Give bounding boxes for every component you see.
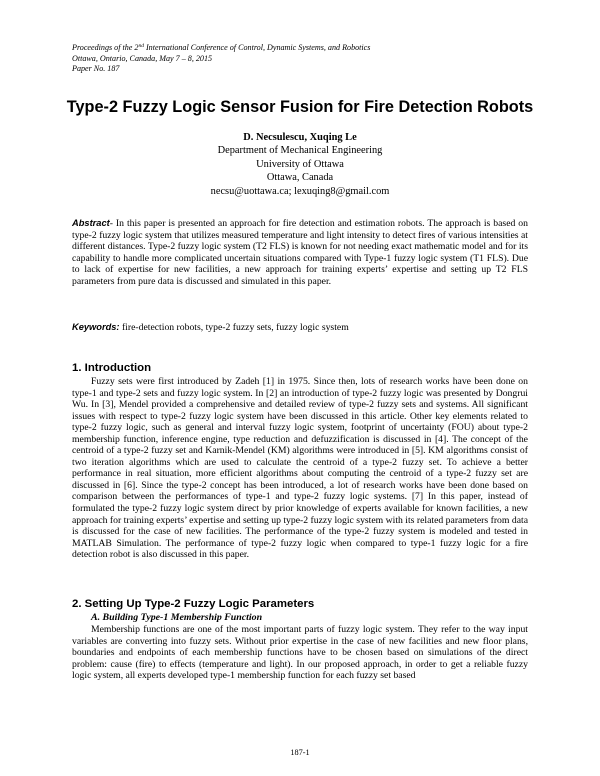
- header-paper-number: Paper No. 187: [72, 64, 120, 74]
- paper-title: Type-2 Fuzzy Logic Sensor Fusion for Fire Detection Robots: [66, 98, 534, 116]
- page-number: 187-1: [290, 748, 310, 757]
- author-block: [0, 131, 600, 198]
- introduction-paragraph: Fuzzy sets were first introduced by Zadeh [1] in 1975. Since then, lots of research works have been done on type-1 and type-2 sets and fuzzy logic system. In [2] an introduction of type-2 fuzzy logic was presented by Dongrui Wu. In [3], Mendel provided a comprehensive and detailed review of type-2 fuzzy sets and systems. All significant issues with respect to type-2 fuzzy logic system have been discussed in this article. Other key elements related to type-2 fuzzy logic, such as general and interval fuzzy logic system, footprint of uncertainty (FOU) about type-2 membership function, inference engine, type reduction and defuzzification is discussed in [4]. The concept of the centroid of a type-2 fuzzy set and Karnik-Mendel (KM) algorithms were introduced in [5]. KM algorithms consist of two iteration algorithms which are used to calculate the centroid of a type-2 fuzzy set. To achieve a better performance in real situation, more efficient algorithms about computing the centroid of a type-2 fuzzy set are discussed in [6]. Since the type-2 concept has been introduced, a lot of research works have been done based on comparison between the performances of type-1 and type-2 fuzzy logic systems. [7] In this paper, instead of formulated the type-2 fuzzy logic system direct by prior knowledge of experts available for known facilities, a new approach for training experts’ expertise and setting up type-2 fuzzy logic system with its related parameters from data is discussed for the case of new facilities. The performance of the type-2 fuzzy system is modeled and tested in MATLAB Simulation. The performance of type-2 fuzzy logic when compared to type-1 fuzzy logic for a fire detection robot is also discussed in this paper.: [72, 376, 528, 561]
- subsection-heading: A. Building Type-1 Membership Function: [91, 612, 263, 623]
- section-heading-introduction: 1. Introduction: [72, 362, 152, 374]
- author-emails: necsu@uottawa.ca; lexuqing8@gmail.com: [210, 185, 390, 197]
- author-university: University of Ottawa: [256, 158, 344, 170]
- abstract: [72, 218, 528, 287]
- proceedings-header: [72, 43, 370, 75]
- header-conference-line: Proceedings of the 2nd International Conference of Control, Dynamic Systems, and Robotics: [72, 43, 371, 52]
- keywords-label: Keywords:: [72, 322, 120, 332]
- author-location: Ottawa, Canada: [266, 172, 334, 184]
- author-names: D. Necsulescu, Xuqing Le: [243, 132, 357, 143]
- author-department: Department of Mechanical Engineering: [217, 145, 383, 157]
- abstract-text: - In this paper is presented an approach for fire detection and estimation robots. The approach is based on type-2 fuzzy logic system that utilizes measured temperature and light intensity to detect fires of various intensities at different distances. Type-2 fuzzy logic system (T2 FLS) is known for not needing exact mathematic model and for its capability to handle more complicated uncertain situations compared with Type-1 fuzzy logic system (T1 FLS). Due to lack of expertise for new facilities, a new approach for training experts’ expertise and setting up T2 FLS parameters from pure data is discussed and simulated in this paper.: [72, 218, 528, 287]
- header-location-line: Ottawa, Ontario, Canada, May 7 – 8, 2015: [72, 53, 213, 63]
- keywords: [72, 322, 528, 334]
- keywords-text: fire-detection robots, type-2 fuzzy sets, fuzzy logic system: [119, 322, 349, 333]
- section-heading-setup: 2. Setting Up Type-2 Fuzzy Logic Parameters: [72, 598, 315, 610]
- abstract-label: Abstract: [72, 218, 110, 228]
- setup-paragraph: Membership functions are one of the most important parts of fuzzy logic system. They refer to the way input variables are converting into fuzzy sets. Without prior expertise in the case of new facilities and new floor plans, boundaries and endpoints of each membership functions have to be chosen based on simulations of the direct problem: cause (fire) to effects (temperature and light). In our proposed approach, in order to get a reliable fuzzy logic system, all experts developed type-1 membership function for each fuzzy set based: [72, 624, 528, 682]
